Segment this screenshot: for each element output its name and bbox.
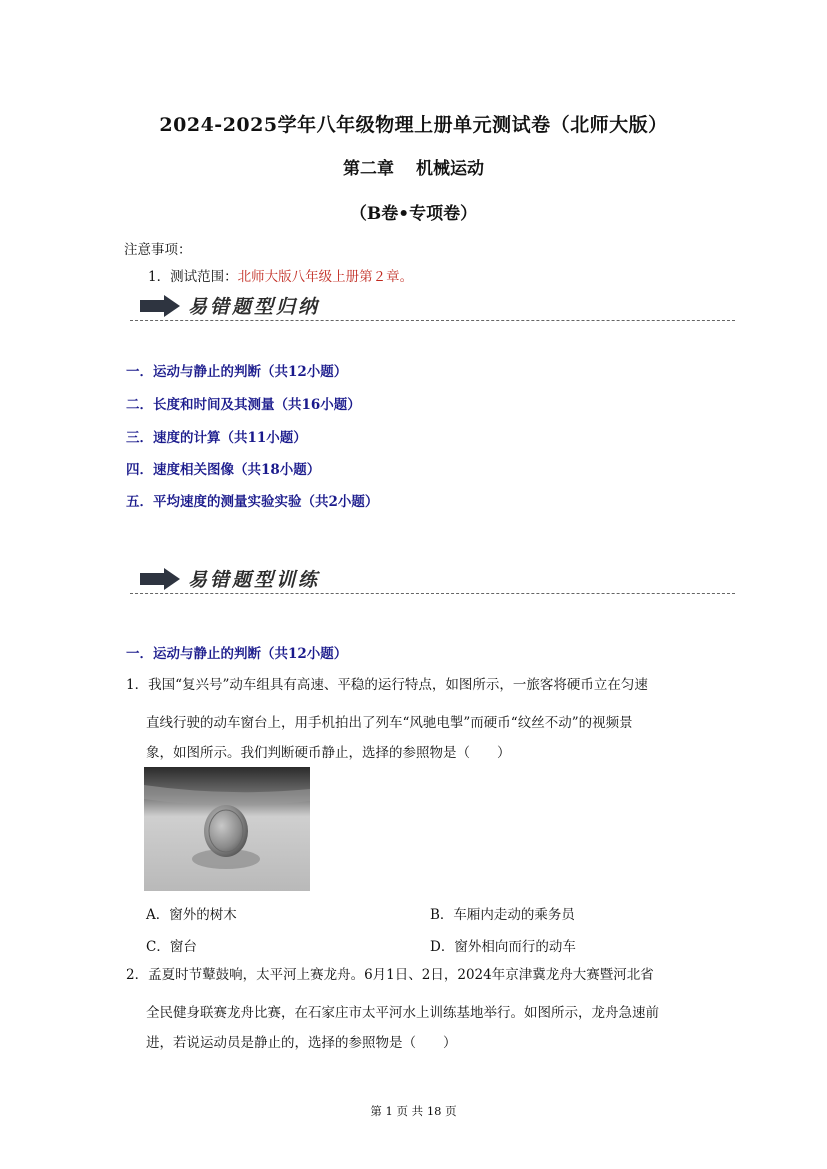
arrow-right-icon: [140, 568, 180, 590]
page-title: 2024-2025学年八年级物理上册单元测试卷（北师大版）: [159, 114, 668, 136]
arrow-right-icon: [140, 295, 180, 317]
page-footer: 第 1 页 共 18 页: [370, 1104, 457, 1118]
question-1-line: 直线行驶的动车窗台上，用手机拍出了列车“风驰电掣”而硬币“纹丝不动”的视频景: [146, 715, 633, 731]
question-1-line: 象，如图所示。我们判断硬币静止，选择的参照物是（ ）: [146, 745, 511, 761]
notice-item-scope: 北师大版八年级上册第２章。: [237, 269, 414, 285]
toc-item[interactable]: 二．长度和时间及其测量（共16小题）: [126, 397, 361, 413]
option-c[interactable]: C．窗台: [146, 939, 197, 955]
question-2-line: 全民健身联赛龙舟比赛，在石家庄市太平河水上训练基地举行。如图所示，龙舟急速前: [146, 1005, 659, 1021]
toc-item[interactable]: 四．速度相关图像（共18小题）: [126, 462, 321, 478]
notice-label: 注意事项：: [124, 242, 192, 258]
question-2-line: 进，若说运动员是静止的，选择的参照物是（ ）: [146, 1035, 457, 1051]
banner-title: 易错题型归纳: [188, 296, 321, 318]
chapter-heading: [0, 154, 827, 179]
section-heading: 一．运动与静止的判断（共12小题）: [126, 646, 348, 662]
option-b[interactable]: B．车厢内走动的乘务员: [430, 907, 575, 923]
banner-error-types-training: [130, 562, 735, 596]
banner-divider: [130, 593, 735, 594]
option-a[interactable]: A．窗外的树木: [146, 907, 237, 923]
chapter-number: 第二章: [343, 159, 394, 179]
notice-item-prefix: 1．测试范围：: [148, 269, 238, 285]
volume-label: （B卷•专项卷）: [349, 204, 478, 224]
toc-item[interactable]: 三．速度的计算（共11小题）: [126, 430, 307, 446]
notice-item: [148, 265, 413, 285]
chapter-name: 机械运动: [416, 159, 484, 179]
toc-item[interactable]: 一．运动与静止的判断（共12小题）: [126, 364, 348, 380]
banner-divider: [130, 320, 735, 321]
banner-error-types-summary: [130, 289, 735, 323]
question-1-line: 1．我国“复兴号”动车组具有高速、平稳的运行特点，如图所示，一旅客将硬币立在匀速: [126, 677, 648, 693]
toc-item[interactable]: 五．平均速度的测量实验实验（共2小题）: [126, 494, 379, 510]
question-2-line: 2．孟夏时节鼙鼓响，太平河上赛龙舟。6月1日、2日，2024年京津冀龙舟大赛暨河北省: [126, 967, 654, 983]
option-d[interactable]: D．窗外相向而行的动车: [430, 939, 576, 955]
coin-on-windowsill-photo: [144, 767, 310, 891]
banner-title: 易错题型训练: [188, 569, 321, 591]
